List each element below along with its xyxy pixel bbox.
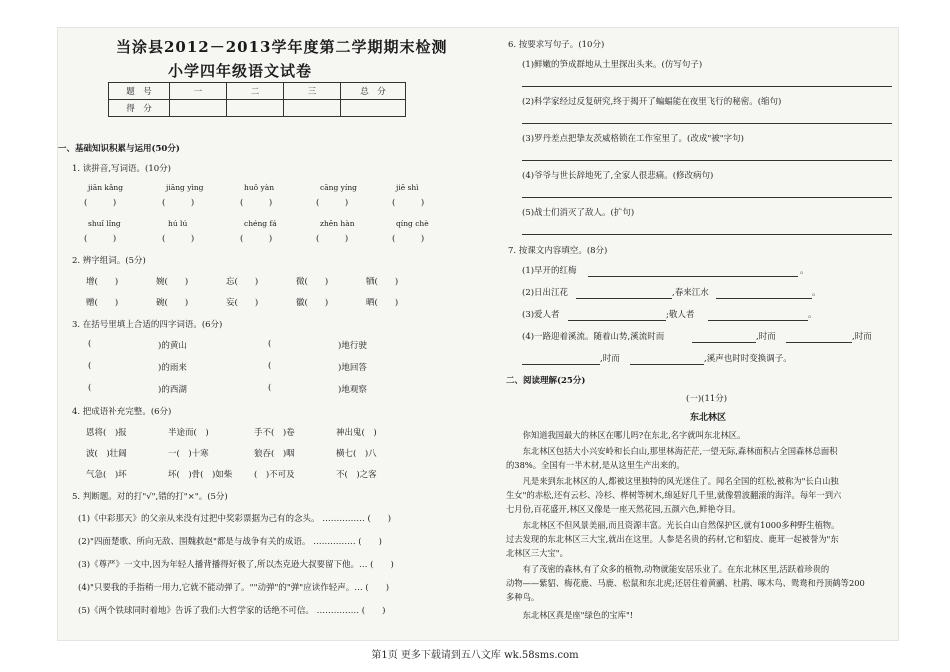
passage-line: 多种鸟。 [506,592,540,602]
sentence-task: (2)科学家经过反复研究,终于揭开了蝙蝠能在夜里飞行的秘密。(缩句) [522,97,782,107]
answer-blank[interactable]: ( ) [84,234,117,244]
idiom-item[interactable]: 手不( )卷 [254,428,295,438]
sentence-task: (3)罗丹差点把挚友茨威格锁在工作室里了。(改成"被"字句) [522,134,744,144]
pinyin: jiāng yìng [166,183,204,192]
pinyin: chéng fá [244,219,277,228]
answer-blank[interactable]: ( ) [316,198,349,208]
passage-line: 动物——紫貂、梅花鹿、马鹿、松鼠和东北虎;还居住着黄鹂、杜鹃、啄木鸟、鸳鸯和丹顶鹤等200 [506,578,865,588]
answer-blank[interactable]: ( ) [392,198,425,208]
question-6: 6. 按要求写句子。(10分) [508,40,605,50]
answer-blank[interactable]: ( ) [240,198,273,208]
judge-item[interactable]: (2)"四面楚歌、所向无敌、围魏救赵"都是与战争有关的成语。 …………… ( ) [78,537,382,547]
section-2-heading: 二、阅读理解(25分) [506,376,586,386]
passage-line: 生女"的赤松,还有云杉、冷杉、桦树等树木,绵延好几千里,就像碧波翻滚的海洋。每年一到六 [506,490,842,500]
score-header-cell: 三 [284,83,341,100]
char-item[interactable]: 赠( ) [86,298,119,308]
pinyin: huǒ yàn [244,183,275,192]
score-header-cell: 总 分 [341,83,406,100]
fill-blank[interactable] [708,320,808,321]
fill-text: ,春来江水 [672,288,709,298]
phrase-blank[interactable]: )的雨来 [158,363,187,373]
question-4: 4. 把成语补充完整。(6分) [72,407,172,417]
idiom-item[interactable]: 半途而( ) [168,428,209,438]
score-cell[interactable] [170,100,227,117]
paren-open: ( [268,383,272,393]
fill-period: 。 [812,288,821,298]
phrase-blank[interactable]: )地行驶 [338,341,367,351]
question-3: 3. 在括号里填上合适的四字词语。(6分) [72,320,223,330]
judge-item[interactable]: (5)《两个铁球同时着地》告诉了我们:大哲学家的话绝不可信。 …………… ( ) [78,606,386,616]
idiom-item[interactable]: 神出鬼( ) [336,428,377,438]
phrase-blank[interactable]: )的西湖 [158,385,187,395]
exam-title: 当涂县2012－2013学年度第二学期期末检测 [116,38,448,56]
passage-line: 北林区三大宝"。 [506,548,568,558]
judge-item[interactable]: (3)《尊严》一文中,因为年轻人播背播得好极了,所以杰克逊大叔要留下他。… ( ) [78,560,394,570]
passage-line: 过去发现的东北林区三大宝,就出在这里。人参是名贵的药材,它和貂皮、鹿茸一起被誉为"东 [506,534,839,544]
section-1-heading: 一、基础知识积累与运用(50分) [58,144,180,154]
passage-title: 东北林区 [690,413,727,423]
judge-item[interactable]: (4)"只要我的手指稍一用力,它就不能动弹了。""动弹"的"弹"应读作轻声。… ( ) [78,583,390,593]
fill-item: (4)一路迎着溪流。随着山势,溪流时而 [522,332,665,342]
phrase-blank[interactable]: )的黄山 [158,341,187,351]
fill-item: (3)爱人者 [522,310,560,320]
fill-item: (2)日出江花 [522,288,569,298]
passage-line: 凡是来到东北林区的人,都被这里独特的风光迷住了。闻名全国的红松,被称为"长白山独 [506,476,839,486]
fill-period: 。 [800,266,809,276]
answer-line[interactable] [522,86,892,87]
answer-blank[interactable]: ( ) [162,198,195,208]
answer-blank[interactable]: ( ) [162,234,195,244]
char-item[interactable]: 婉( ) [156,277,189,287]
fill-blank[interactable] [716,298,812,299]
answer-blank[interactable]: ( ) [316,234,349,244]
pinyin: jiān kǎng [88,183,124,192]
fill-period: 。 [808,310,817,320]
fill-blank[interactable] [786,342,852,343]
score-header-cell: 二 [227,83,284,100]
score-header-cell: 题 号 [109,83,170,100]
exam-sheet [58,28,898,640]
question-2: 2. 辨字组词。(5分) [72,256,146,266]
idiom-item[interactable]: 狼吞( )咽 [254,449,295,459]
paren-open: ( [268,361,272,371]
passage-line: 的38%。全国有一半木材,是从这里生产出来的。 [506,460,685,470]
fill-text: ;敬人者 [666,310,695,320]
score-row-label: 得 分 [109,100,170,117]
sentence-task: (5)战士们消灭了敌人。(扩句) [522,208,635,218]
passage-number: (一)(11分) [686,394,728,404]
fill-blank[interactable] [630,364,704,365]
fill-text: ,时而 [600,354,620,364]
fill-blank[interactable] [576,298,672,299]
score-cell[interactable] [227,100,284,117]
char-item[interactable]: 徽( ) [296,298,329,308]
passage-line: 东北林区真是座"绿色的宝库"! [506,610,634,620]
fill-blank[interactable] [522,364,600,365]
question-7: 7. 按课文内容填空。(8分) [508,246,608,256]
passage-line: 东北林区包括大小兴安岭和长白山,那里林海茫茫,一望无际,森林面积占全国森林总面积 [506,446,838,456]
answer-blank[interactable]: ( ) [84,198,117,208]
fill-text: ,时而 [852,332,872,342]
answer-line[interactable] [522,197,892,198]
fill-blank[interactable] [692,342,756,343]
fill-blank[interactable] [568,320,666,321]
paren-open: ( [88,361,92,371]
fill-text: ,时而 [756,332,776,342]
score-table [108,82,406,117]
pinyin: shuǐ lǐng [88,219,121,228]
score-cell[interactable] [284,100,341,117]
answer-blank[interactable]: ( ) [392,234,425,244]
sentence-task: (4)爷爷与世长辞地死了,全家人很悲痛。(修改病句) [522,171,714,181]
fill-text: ,溪声也时时变换调子。 [704,354,792,364]
idiom-item[interactable]: 气急( )坏 [86,470,127,480]
passage-line: 七月份,百花盛开,林区又像是一座天然花园,五颜六色,鲜艳夺目。 [506,504,741,514]
pinyin: zhēn hàn [320,219,355,228]
char-item[interactable]: 牺( ) [366,277,399,287]
phrase-blank[interactable]: )地回答 [338,363,367,373]
char-item[interactable]: 碗( ) [156,298,189,308]
char-item[interactable]: 忘( ) [226,277,259,287]
fill-item: (1)早开的红梅 [522,266,577,276]
phrase-blank[interactable]: )地观察 [338,385,367,395]
idiom-item[interactable]: 恩将( )报 [86,428,127,438]
score-cell[interactable] [341,100,406,117]
passage-line: 东北林区不但风景美丽,而且资源丰富。光长白山自然保护区,就有1000多种野生植物。 [506,520,840,530]
idiom-item[interactable]: 波( )壮阔 [86,449,127,459]
judge-item[interactable]: (1)《中彩那天》的父亲从来没有过把中奖彩票据为己有的念头。 …………… ( ) [78,514,392,524]
paren-open: ( [268,339,272,349]
answer-line[interactable] [522,234,892,235]
idiom-item[interactable]: 一( )十寒 [168,449,209,459]
idiom-item[interactable]: 横七( )八 [336,449,377,459]
idiom-item[interactable]: 不( )之客 [336,470,377,480]
char-item[interactable]: 微( ) [296,277,329,287]
answer-blank[interactable]: ( ) [240,234,273,244]
answer-line[interactable] [522,160,892,161]
paren-open: ( [88,383,92,393]
sentence-task: (1)鲜嫩的笋成群地从土里探出头来。(仿写句子) [522,60,703,70]
score-header-cell: 一 [170,83,227,100]
pinyin: cāng yíng [320,183,357,192]
char-item[interactable]: 妄( ) [226,298,259,308]
idiom-item[interactable]: 坏( )骨( )如柴 [168,470,233,480]
char-item[interactable]: 增( ) [86,277,119,287]
char-item[interactable]: 晒( ) [366,298,399,308]
pinyin: hú lú [168,219,188,228]
exam-subtitle: 小学四年级语文试卷 [168,62,313,80]
passage-line: 有了茂密的森林,有了众多的植物,动物就能安居乐业了。在东北林区里,活跃着珍贵的 [506,564,830,574]
passage-line: 你知道我国最大的林区在哪儿吗?在东北,名字就叫东北林区。 [506,430,746,440]
idiom-item[interactable]: ( )不可及 [254,470,295,480]
question-5: 5. 判断题。对的打"√",错的打"×"。(5分) [72,492,228,502]
paren-open: ( [88,339,92,349]
pinyin: jiē shì [396,183,419,192]
pinyin: qíng chè [396,219,429,228]
fill-blank[interactable] [588,276,798,277]
page-footer: 第1页 更多下载请到五八文库 wk.58sms.com [371,650,579,661]
answer-line[interactable] [522,123,892,124]
question-1: 1. 读拼音,写词语。(10分) [72,164,171,174]
